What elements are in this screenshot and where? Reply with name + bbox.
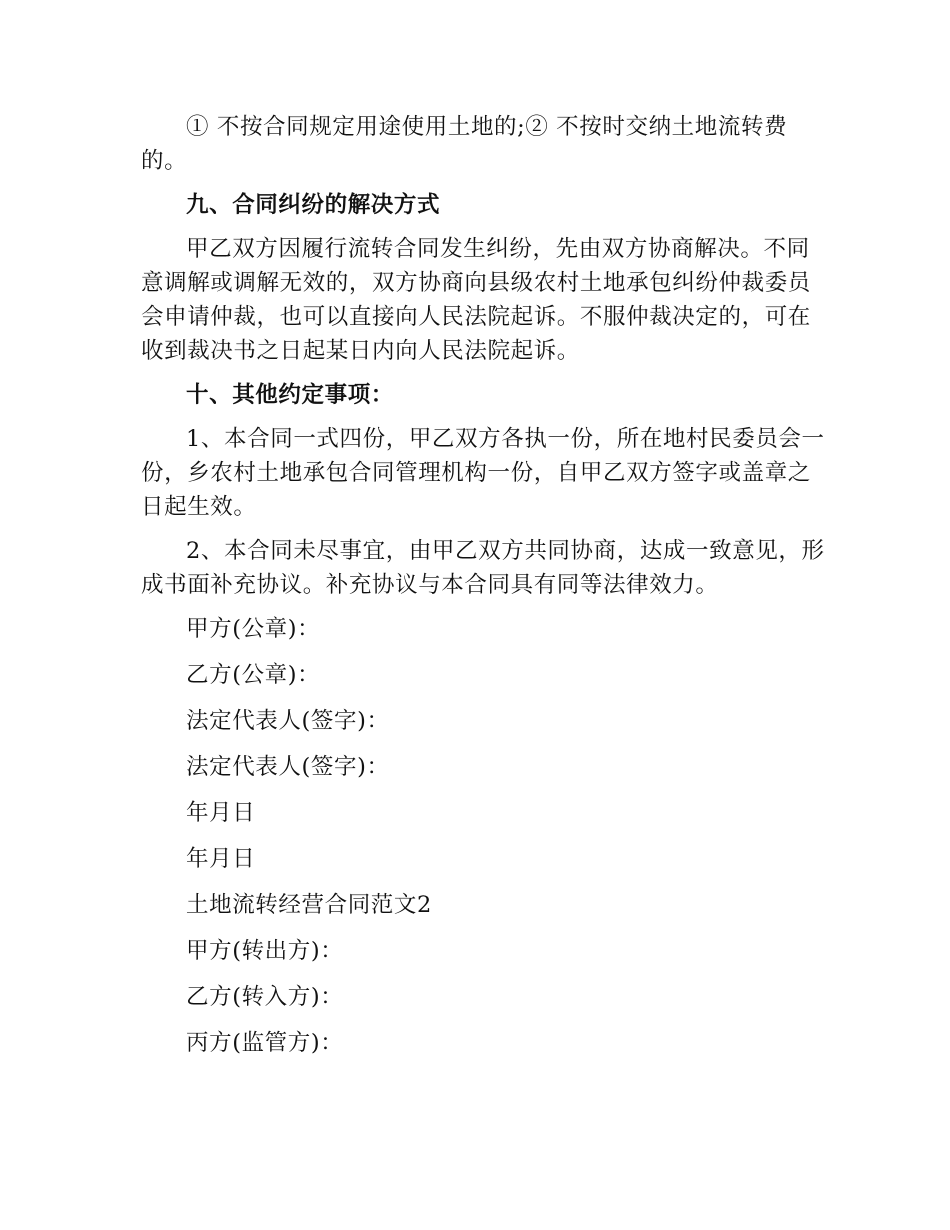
paragraph-dispute-resolution: 甲乙双方因履行流转合同发生纠纷，先由双方协商解决。不同意调解或调解无效的，双方协商向县级农村土地承包纠纷仲裁委员会申请仲裁，也可以直接向人民法院起诉。不服仲裁决定的，可在收到裁决书之日起某日内向人民法院起诉。 (141, 236, 811, 364)
party-c-supervisor: 丙方(监管方)： (186, 1030, 344, 1056)
party-b-transferee: 乙方(转入方)： (186, 984, 344, 1010)
section-heading-other-matters: 十、其他约定事项： (186, 382, 394, 408)
party-a-transferor: 甲方(转出方)： (186, 938, 344, 964)
signature-party-a-seal: 甲方(公章)： (186, 616, 321, 642)
contract-title-2: 土地流转经营合同范文2 (186, 892, 432, 918)
signature-representative-a: 法定代表人(签字)： (186, 708, 390, 734)
paragraph-breach-conditions: ① 不按合同规定用途使用土地的;② 不按时交纳土地流转费的。 (141, 114, 788, 174)
section-heading-dispute-resolution: 九、合同纠纷的解决方式 (186, 192, 441, 218)
paragraph-copies-and-effect: 1、本合同一式四份，甲乙双方各执一份，所在地村民委员会一份，乡农村土地承包合同管理机构一份，自甲乙双方签字或盖章之日起生效。 (141, 426, 825, 520)
date-line-a: 年月日 (186, 800, 256, 826)
paragraph-supplementary-agreement: 2、本合同未尽事宜，由甲乙双方共同协商，达成一致意见，形成书面补充协议。补充协议与本合同具有同等法律效力。 (141, 538, 825, 598)
signature-party-b-seal: 乙方(公章)： (186, 662, 321, 688)
signature-representative-b: 法定代表人(签字)： (186, 754, 390, 780)
document-page (141, 110, 831, 1072)
date-line-b: 年月日 (186, 846, 256, 872)
